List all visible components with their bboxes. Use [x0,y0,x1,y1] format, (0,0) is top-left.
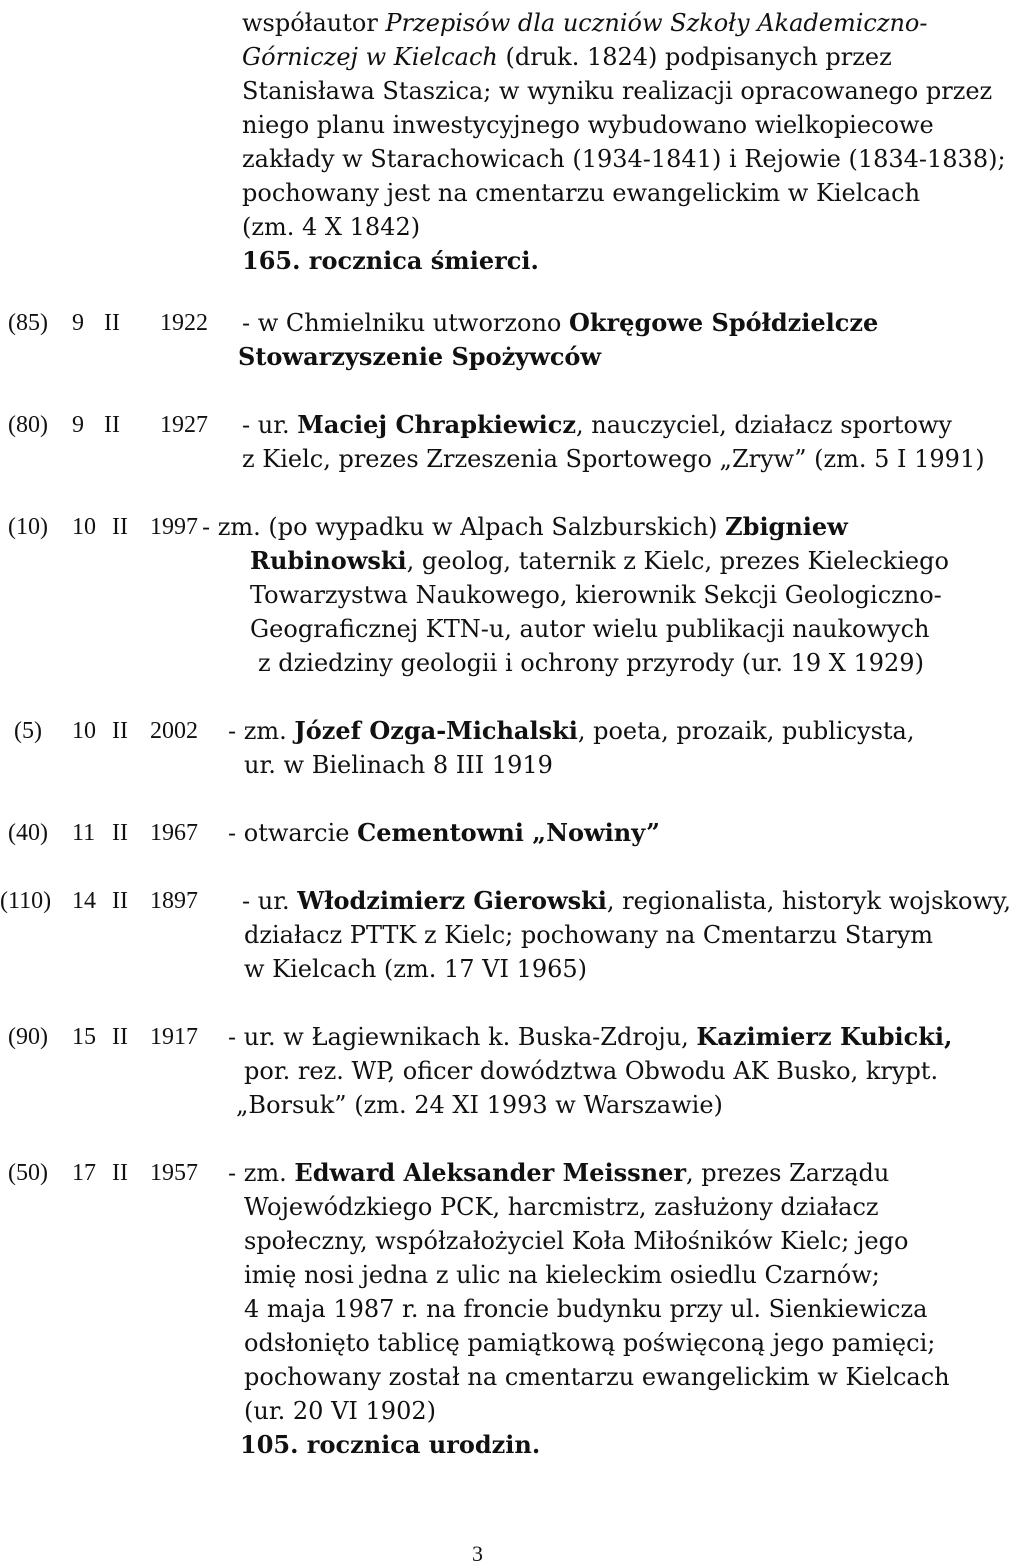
entry-line [240,1428,540,1462]
line-text: Towarzystwa Naukowego, kierownik Sekcji Geologiczno- [250,581,942,609]
intro-line [242,142,1006,176]
line-text: pochowany został na cmentarzu ewangelickim w Kielcach [244,1363,950,1391]
anniversary-count: (80) [8,412,48,438]
line-text: - zm. [228,717,295,745]
line-text: imię nosi jedna z ulic na kieleckim osiedlu Czarnów; [244,1261,880,1289]
line-text: odsłonięto tablicę pamiątkową poświęconą jego pamięci; [244,1329,936,1357]
date-month: II [112,888,128,914]
entry-line [258,646,924,680]
line-text: - ur. [242,411,298,439]
date-month: II [112,1160,128,1186]
entry-line [238,340,601,374]
date-year: 1922 [160,310,208,336]
date-year: 1897 [150,888,198,914]
line-text: - ur. [242,887,298,915]
highlight-text: Zbigniew [725,512,848,541]
intro-line [242,210,420,244]
entry-line [242,306,878,340]
line-text: Stanisława Staszica; w wyniku realizacji opracowanego przez [242,77,993,105]
line-text: 4 maja 1987 r. na froncie budynku przy ul. Sienkiewicza [244,1295,928,1323]
line-text: (ur. 20 VI 1902) [244,1397,436,1425]
date-day: 9 [72,310,84,336]
line-text: współautor [242,9,386,37]
entry-line [244,1258,880,1292]
entry-line [250,578,942,612]
entry-line [242,408,952,442]
entry-line [244,1292,927,1326]
intro-line [242,244,539,278]
entry-line [244,1190,879,1224]
line-text: , geolog, taternik z Kielc, prezes Kieleckiego [406,547,949,575]
entry-line [228,714,915,748]
line-text: (zm. 4 X 1842) [242,213,421,241]
date-month: II [112,514,128,540]
entry-line [244,1326,935,1360]
entry-line [228,816,660,850]
entry-line [244,1224,908,1258]
line-text: „Borsuk” (zm. 24 XI 1993 w Warszawie) [236,1091,723,1119]
date-year: 1927 [160,412,208,438]
intro-line [242,176,920,210]
intro-line [242,6,927,40]
line-text: , poeta, prozaik, publicysta, [577,717,915,745]
date-month: II [104,310,120,336]
line-text: Wojewódzkiego PCK, harcmistrz, zasłużony działacz [244,1193,879,1221]
entry-line [242,884,1011,918]
highlight-text: 105. rocznica urodzin. [240,1430,541,1459]
entry-line [244,918,933,952]
anniversary-count: (90) [8,1024,48,1050]
entry-line [244,1360,950,1394]
line-text: - ur. w Łagiewnikach k. Buska-Zdroju, [228,1023,697,1051]
line-text: (druk. 1824) podpisanych przez [497,43,892,71]
date-day: 10 [72,718,96,744]
entry-line [202,510,848,544]
line-text: - otwarcie [228,819,358,847]
entry-line [242,442,985,476]
line-text: zakłady w Starachowicach (1934-1841) i Rejowie (1834-1838); [242,145,1006,173]
date-month: II [104,412,120,438]
line-text: działacz PTTK z Kielc; pochowany na Cmentarzu Starym [244,921,934,949]
line-text: pochowany jest na cmentarzu ewangelickim w Kielcach [242,179,921,207]
anniversary-count: (110) [0,888,52,914]
entry-line [228,1156,889,1190]
highlight-text: Rubinowski [250,546,407,575]
highlight-text: Stowarzyszenie Spożywców [238,342,602,371]
entry-line [228,1020,952,1054]
entry-line [244,1054,938,1088]
entry-line [244,952,587,986]
date-month: II [112,718,128,744]
date-day: 17 [72,1160,96,1186]
intro-line [242,74,992,108]
line-text: , regionalista, historyk wojskowy, [606,887,1011,915]
date-day: 15 [72,1024,96,1050]
highlight-text: Okręgowe Spółdzielcze [569,308,879,337]
highlight-text: Włodzimierz Gierowski [297,886,607,915]
anniversary-count: (10) [8,514,48,540]
highlight-text: Cementowni „Nowiny” [357,818,660,847]
highlight-text: Maciej Chrapkiewicz [297,410,577,439]
date-year: 1917 [150,1024,198,1050]
date-day: 11 [72,820,96,846]
italic-title: Przepisów dla uczniów Szkoły Akademiczno- [385,9,928,37]
date-year: 2002 [150,718,198,744]
entry-line [250,544,949,578]
line-text: w Kielcach (zm. 17 VI 1965) [244,955,588,983]
date-day: 9 [72,412,84,438]
highlight-text: Kazimierz Kubicki, [696,1022,953,1051]
anniversary-count: (5) [14,718,42,744]
line-text: , prezes Zarządu [686,1159,890,1187]
date-day: 14 [72,888,96,914]
highlight-text: 165. rocznica śmierci. [242,246,539,275]
line-text: - zm. [228,1159,295,1187]
anniversary-count: (85) [8,310,48,336]
line-text: z Kielc, prezes Zrzeszenia Sportowego „Zryw” (zm. 5 I 1991) [242,445,985,473]
line-text: - w Chmielniku utworzono [242,309,569,337]
anniversary-count: (50) [8,1160,48,1186]
date-month: II [112,820,128,846]
date-month: II [112,1024,128,1050]
entry-line [244,1394,436,1428]
line-text: społeczny, współzałożyciel Koła Miłośników Kielc; jego [244,1227,909,1255]
line-text: ur. w Bielinach 8 III 1919 [244,751,553,779]
date-year: 1997 [150,514,198,540]
entry-line [250,612,930,646]
line-text: niego planu inwestycyjnego wybudowano wielkopiecowe [242,111,934,139]
date-day: 10 [72,514,96,540]
highlight-text: Józef Ozga-Michalski [294,716,578,745]
line-text: , nauczyciel, działacz sportowy [576,411,952,439]
entry-line [236,1088,723,1122]
line-text: - zm. (po wypadku w Alpach Salzburskich) [202,513,726,541]
date-year: 1957 [150,1160,198,1186]
line-text: Geograficznej KTN-u, autor wielu publikacji naukowych [250,615,930,643]
highlight-text: Edward Aleksander Meissner [294,1158,687,1187]
page-number: 3 [472,1541,483,1566]
date-year: 1967 [150,820,198,846]
line-text: z dziedziny geologii i ochrony przyrody (ur. 19 X 1929) [258,649,924,677]
line-text: por. rez. WP, oficer dowództwa Obwodu AK Busko, krypt. [244,1057,939,1085]
intro-line [242,108,934,142]
intro-line [242,40,892,74]
italic-title: Górniczej w Kielcach [242,43,498,71]
entry-line [244,748,553,782]
anniversary-count: (40) [8,820,48,846]
